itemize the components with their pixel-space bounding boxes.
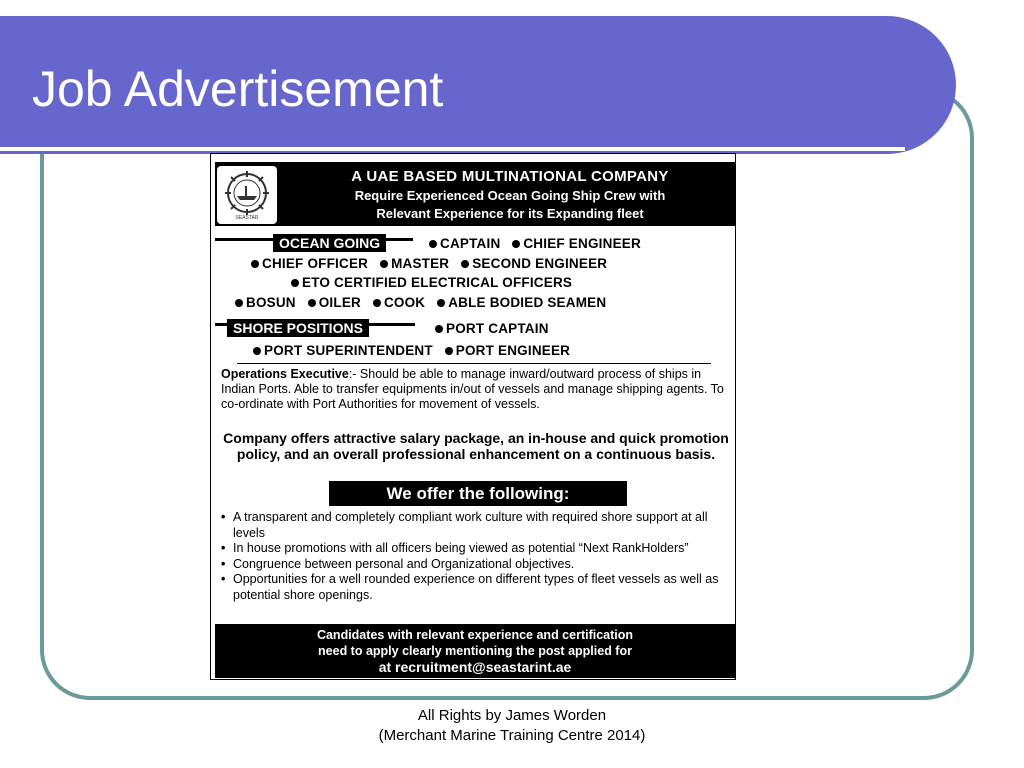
- credit-text: [0, 706, 1024, 746]
- position-eto: ETO CERTIFIED ELECTRICAL OFFICERS: [302, 275, 573, 290]
- shore-row-1: [427, 321, 549, 336]
- ocean-going-label: OCEAN GOING: [273, 234, 386, 252]
- company-offer-paragraph: Company offers attractive salary package, an in-house and quick promotion policy, and an overall professional enhancement on a continuous basis.: [223, 430, 729, 462]
- ad-footer: [215, 624, 735, 678]
- ad-header-line1: A UAE BASED MULTINATIONAL COMPANY: [351, 168, 669, 185]
- position-bosun: BOSUN: [246, 295, 296, 310]
- shore-positions-label: SHORE POSITIONS: [227, 319, 369, 337]
- offer-item: • A transparent and completely compliant work culture with required shore support at all levels: [219, 510, 733, 541]
- position-port-captain: PORT CAPTAIN: [446, 321, 549, 336]
- footer-line3: at recruitment@seastarint.ae: [378, 659, 572, 675]
- credit-line1: All Rights by James Worden: [417, 707, 607, 724]
- company-logo: [217, 166, 277, 224]
- offer-item: • Opportunities for a well rounded experience on different types of fleet vessels as well as potential shore openings.: [219, 572, 733, 603]
- operations-paragraph: [221, 367, 731, 412]
- position-port-superintendent: PORT SUPERINTENDENT: [264, 343, 433, 358]
- ocean-row-1: [421, 236, 641, 251]
- position-able-seamen: ABLE BODIED SEAMEN: [448, 295, 607, 310]
- offer-item: • In house promotions with all officers being viewed as potential “Next RankHolders”: [219, 541, 733, 557]
- ocean-row-3: [283, 275, 572, 290]
- operations-text: :- Should be able to manage inward/outward process of ships in Indian Ports. Able to transfer equipments in/out of vessels and manage shipping agents. To co-ordinate with Port Authorities for movement of vessels.: [221, 367, 724, 411]
- title-underline: [0, 147, 905, 151]
- position-chief-engineer: CHIEF ENGINEER: [523, 236, 641, 251]
- offer-item: • Congruence between personal and Organizational objectives.: [219, 557, 733, 573]
- slide-title: Job Advertisement: [32, 61, 444, 117]
- position-oiler: OILER: [318, 295, 361, 310]
- ship-wheel-icon: [220, 169, 274, 221]
- credit-line2: (Merchant Marine Training Centre 2014): [378, 727, 646, 744]
- position-second-engineer: SECOND ENGINEER: [472, 256, 608, 271]
- operations-heading: Operations Executive: [221, 367, 349, 381]
- ocean-row-4: [227, 295, 606, 310]
- offer-list: [219, 510, 733, 603]
- logo-text: SEASTAR: [235, 215, 259, 221]
- ocean-row-2: [243, 256, 607, 271]
- position-chief-officer: CHIEF OFFICER: [262, 256, 369, 271]
- job-advertisement-image: [210, 153, 736, 680]
- footer-line1: Candidates with relevant experience and certification: [316, 628, 634, 642]
- title-bar: [0, 16, 956, 154]
- position-captain: CAPTAIN: [440, 236, 501, 251]
- position-cook: COOK: [383, 295, 426, 310]
- divider: [237, 363, 711, 364]
- position-master: MASTER: [391, 256, 450, 271]
- shore-row-2: [245, 343, 570, 358]
- ad-header-line2: Require Experienced Ocean Going Ship Crew with: [354, 188, 666, 203]
- position-port-engineer: PORT ENGINEER: [455, 343, 571, 358]
- offer-heading: We offer the following:: [329, 481, 627, 506]
- footer-line2: need to apply clearly mentioning the post applied for: [318, 644, 632, 658]
- ad-header-line3: Relevant Experience for its Expanding fleet: [376, 206, 644, 221]
